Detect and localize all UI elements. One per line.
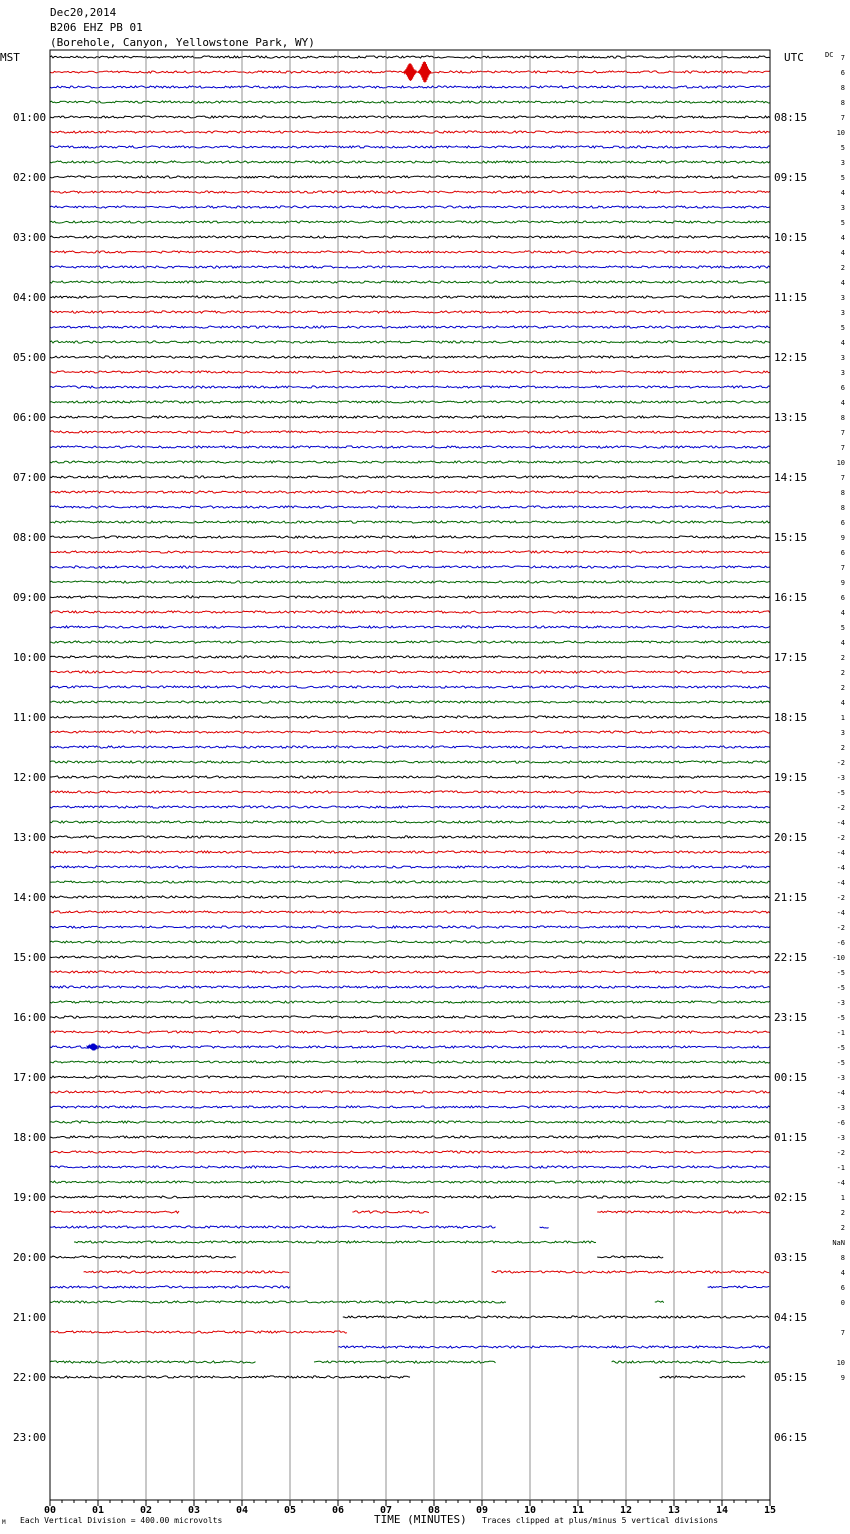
dc-offset-label: 3 [840, 204, 845, 212]
right-hour-label: 09:15 [774, 171, 808, 184]
trace-79-segment-0 [74, 1241, 596, 1243]
dc-offset-label: 8 [840, 1254, 845, 1262]
right-hour-label: 17:15 [774, 651, 808, 664]
trace-30-segment-0 [50, 506, 770, 508]
trace-87-segment-2 [612, 1361, 770, 1363]
trace-80-segment-0 [50, 1256, 236, 1258]
trace-3-segment-0 [50, 101, 770, 103]
trace-33-segment-0 [50, 551, 770, 553]
trace-64-segment-0 [50, 1016, 770, 1018]
right-hour-label: 03:15 [774, 1251, 808, 1264]
trace-66-segment-0 [50, 1046, 770, 1048]
dc-offset-label: 7 [840, 114, 845, 122]
x-tick-label: 08 [427, 1505, 441, 1516]
trace-82-segment-0 [50, 1286, 290, 1288]
left-hour-label: 13:00 [13, 831, 47, 844]
x-tick-label: 07 [379, 1505, 393, 1516]
trace-2-segment-0 [50, 86, 770, 88]
left-hour-label: 16:00 [13, 1011, 47, 1024]
dc-offset-label: 2 [840, 744, 845, 752]
trace-41-segment-0 [50, 671, 770, 673]
dc-offset-label: -10 [832, 954, 845, 962]
right-hour-label: 19:15 [774, 771, 808, 784]
left-hour-axis [13, 111, 46, 1444]
dc-offset-label: -5 [836, 789, 845, 797]
dc-offset-label: -2 [836, 804, 845, 812]
trace-78-segment-0 [50, 1226, 496, 1228]
dc-offset-label: 1 [840, 714, 845, 722]
header-station: B206 EHZ PB 01 [50, 21, 143, 34]
left-hour-label: 18:00 [13, 1131, 47, 1144]
dc-offset-column [832, 54, 845, 1382]
trace-5-segment-0 [50, 131, 770, 133]
trace-83-segment-0 [50, 1301, 506, 1303]
dc-offset-label: 6 [840, 594, 845, 602]
clip-note: Traces clipped at plus/minus 5 vertical divisions [482, 1516, 719, 1525]
trace-18-segment-0 [50, 326, 770, 328]
trace-85-segment-0 [50, 1331, 347, 1333]
dc-offset-label: 8 [840, 414, 845, 422]
plot-frame [50, 50, 770, 1500]
dc-offset-label: -4 [836, 909, 845, 917]
trace-6-segment-0 [50, 146, 770, 148]
trace-49-segment-0 [50, 791, 770, 793]
dc-offset-label: 7 [840, 429, 845, 437]
left-hour-label: 17:00 [13, 1071, 47, 1084]
trace-65-segment-0 [50, 1031, 770, 1033]
trace-26-segment-0 [50, 446, 770, 448]
trace-72-segment-0 [50, 1136, 770, 1138]
trace-34-segment-0 [50, 566, 770, 568]
left-timezone-label: MST [0, 51, 20, 64]
left-hour-label: 08:00 [13, 531, 47, 544]
dc-offset-label: -3 [836, 1104, 845, 1112]
header-location: (Borehole, Canyon, Yellowstone Park, WY) [50, 36, 315, 49]
dc-offset-label: -2 [836, 1149, 845, 1157]
left-hour-label: 21:00 [13, 1311, 47, 1324]
dc-offset-label: 4 [840, 249, 845, 257]
trace-69-segment-0 [50, 1091, 770, 1093]
dc-offset-label: 10 [836, 129, 845, 137]
dc-offset-label: NaN [832, 1239, 845, 1247]
dc-offset-label: 3 [840, 369, 845, 377]
trace-14-segment-0 [50, 266, 770, 268]
dc-offset-label: -3 [836, 1074, 845, 1082]
trace-51-segment-0 [50, 821, 770, 823]
event-marker-1 [418, 62, 431, 83]
dc-offset-label: 4 [840, 339, 845, 347]
event-marker-0 [404, 63, 417, 81]
dc-offset-label: -6 [836, 939, 845, 947]
right-hour-label: 23:15 [774, 1011, 808, 1024]
dc-offset-label: 7 [840, 564, 845, 572]
right-hour-label: 15:15 [774, 531, 808, 544]
trace-4-segment-0 [50, 116, 770, 118]
dc-offset-label: 4 [840, 234, 845, 242]
trace-63-segment-0 [50, 1001, 770, 1003]
trace-25-segment-0 [50, 431, 770, 433]
dc-offset-label: 4 [840, 189, 845, 197]
trace-42-segment-0 [50, 686, 770, 688]
trace-19-segment-0 [50, 341, 770, 343]
trace-47-segment-0 [50, 761, 770, 763]
trace-46-segment-0 [50, 746, 770, 748]
left-hour-label: 10:00 [13, 651, 47, 664]
dc-offset-label: 7 [840, 474, 845, 482]
trace-71-segment-0 [50, 1121, 770, 1123]
trace-12-segment-0 [50, 236, 770, 238]
trace-17-segment-0 [50, 311, 770, 313]
trace-20-segment-0 [50, 356, 770, 358]
left-hour-label: 09:00 [13, 591, 47, 604]
x-tick-label: 09 [475, 1505, 489, 1516]
x-tick-label: 12 [619, 1505, 633, 1516]
trace-80-segment-1 [597, 1256, 663, 1258]
trace-84-segment-0 [343, 1316, 769, 1318]
trace-31-segment-0 [50, 521, 770, 523]
right-hour-label: 22:15 [774, 951, 808, 964]
dc-offset-label: -5 [836, 1044, 845, 1052]
trace-24-segment-0 [50, 416, 770, 418]
dc-offset-label: -1 [836, 1029, 845, 1037]
dc-offset-label: -5 [836, 984, 845, 992]
trace-61-segment-0 [50, 971, 770, 973]
x-tick-label: 03 [187, 1505, 201, 1516]
trace-81-segment-0 [84, 1271, 290, 1273]
trace-86-segment-0 [338, 1346, 770, 1348]
dc-offset-label: 6 [840, 519, 845, 527]
left-hour-label: 04:00 [13, 291, 47, 304]
x-tick-label: 02 [139, 1505, 153, 1516]
dc-offset-label: 5 [840, 174, 845, 182]
trace-77-segment-1 [352, 1211, 429, 1213]
trace-75-segment-0 [50, 1181, 770, 1183]
right-hour-label: 12:15 [774, 351, 808, 364]
trace-87-segment-1 [314, 1361, 496, 1363]
left-hour-label: 05:00 [13, 351, 47, 364]
trace-68-segment-0 [50, 1076, 770, 1078]
right-hour-label: 21:15 [774, 891, 808, 904]
trace-29-segment-0 [50, 491, 770, 493]
dc-offset-label: -3 [836, 1134, 845, 1142]
dc-offset-label: 8 [840, 99, 845, 107]
trace-group [50, 56, 770, 1378]
trace-45-segment-0 [50, 731, 770, 733]
trace-50-segment-0 [50, 806, 770, 808]
trace-81-segment-1 [492, 1271, 769, 1273]
right-hour-label: 05:15 [774, 1371, 808, 1384]
trace-27-segment-0 [50, 461, 770, 463]
dc-offset-label: 4 [840, 399, 845, 407]
left-hour-label: 11:00 [13, 711, 47, 724]
trace-40-segment-0 [50, 656, 770, 658]
dc-offset-label: 4 [840, 609, 845, 617]
right-hour-label: 10:15 [774, 231, 808, 244]
dc-offset-label: -5 [836, 969, 845, 977]
x-tick-label: 01 [91, 1505, 105, 1516]
left-hour-label: 06:00 [13, 411, 47, 424]
dc-offset-label: -5 [836, 1059, 845, 1067]
x-tick-label: 05 [283, 1505, 297, 1516]
left-hour-label: 22:00 [13, 1371, 47, 1384]
dc-offset-label: 10 [836, 459, 845, 467]
dc-offset-label: 3 [840, 159, 845, 167]
dc-offset-label: -2 [836, 894, 845, 902]
trace-7-segment-0 [50, 161, 770, 163]
x-tick-label: 06 [331, 1505, 345, 1516]
x-tick-label: 11 [571, 1505, 585, 1516]
dc-offset-label: 5 [840, 144, 845, 152]
right-hour-label: 11:15 [774, 291, 808, 304]
trace-78-segment-1 [540, 1227, 549, 1228]
dc-offset-label: 6 [840, 69, 845, 77]
trace-60-segment-0 [50, 956, 770, 958]
right-hour-label: 20:15 [774, 831, 808, 844]
left-hour-label: 15:00 [13, 951, 47, 964]
trace-43-segment-0 [50, 701, 770, 703]
trace-55-segment-0 [50, 881, 770, 883]
left-hour-label: 02:00 [13, 171, 47, 184]
trace-23-segment-0 [50, 401, 770, 403]
left-hour-label: 07:00 [13, 471, 47, 484]
dc-offset-label: -4 [836, 1179, 845, 1187]
x-tick-label: 10 [523, 1505, 537, 1516]
x-tick-label: 15 [763, 1505, 777, 1516]
trace-10-segment-0 [50, 206, 770, 208]
trace-35-segment-0 [50, 581, 770, 583]
dc-offset-label: -2 [836, 759, 845, 767]
dc-offset-label: -3 [836, 999, 845, 1007]
dc-offset-label: 6 [840, 384, 845, 392]
left-hour-label: 14:00 [13, 891, 47, 904]
dc-offset-label: 2 [840, 684, 845, 692]
dc-offset-label: 4 [840, 279, 845, 287]
dc-offset-label: 9 [840, 579, 845, 587]
header-date: Dec20,2014 [50, 6, 117, 19]
x-tick-label: 00 [43, 1505, 57, 1516]
dc-offset-label: 8 [840, 504, 845, 512]
trace-59-segment-0 [50, 941, 770, 943]
trace-74-segment-0 [50, 1166, 770, 1168]
trace-54-segment-0 [50, 866, 770, 868]
trace-70-segment-0 [50, 1106, 770, 1108]
dc-offset-label: 10 [836, 1359, 845, 1367]
left-hour-label: 12:00 [13, 771, 47, 784]
trace-8-segment-0 [50, 176, 770, 178]
trace-0-segment-0 [50, 56, 770, 58]
dc-offset-label: 3 [840, 729, 845, 737]
left-hour-label: 01:00 [13, 111, 47, 124]
dc-offset-label: 5 [840, 624, 845, 632]
right-hour-label: 14:15 [774, 471, 808, 484]
trace-22-segment-0 [50, 386, 770, 388]
trace-88-segment-0 [50, 1376, 410, 1378]
trace-44-segment-0 [50, 716, 770, 718]
right-hour-axis [774, 111, 807, 1444]
trace-56-segment-0 [50, 896, 770, 898]
trace-16-segment-0 [50, 296, 770, 298]
trace-15-segment-0 [50, 281, 770, 283]
dc-offset-label: -4 [836, 849, 845, 857]
left-hour-label: 03:00 [13, 231, 47, 244]
trace-21-segment-0 [50, 371, 770, 373]
dc-offset-label: 1 [840, 1194, 845, 1202]
dc-offset-label: 6 [840, 1284, 845, 1292]
dc-offset-label: 9 [840, 1374, 845, 1382]
trace-73-segment-0 [50, 1151, 770, 1153]
dc-offset-label: -2 [836, 834, 845, 842]
right-hour-label: 13:15 [774, 411, 808, 424]
dc-offset-label: -2 [836, 924, 845, 932]
dc-offset-label: 4 [840, 639, 845, 647]
trace-48-segment-0 [50, 776, 770, 778]
dc-offset-label: -3 [836, 774, 845, 782]
dc-offset-label: 5 [840, 219, 845, 227]
dc-offset-label: 9 [840, 534, 845, 542]
dc-offset-label: 8 [840, 84, 845, 92]
dc-offset-label: 7 [840, 1329, 845, 1337]
trace-77-segment-2 [597, 1211, 770, 1213]
dc-offset-label: -4 [836, 1089, 845, 1097]
dc-offset-label: 8 [840, 489, 845, 497]
corner-mark: M [2, 1519, 6, 1526]
dc-offset-label: 2 [840, 669, 845, 677]
dc-offset-label: 7 [840, 444, 845, 452]
dc-offset-label: 4 [840, 1269, 845, 1277]
dc-offset-label: -5 [836, 1014, 845, 1022]
dc-offset-label: -4 [836, 819, 845, 827]
right-hour-label: 18:15 [774, 711, 808, 724]
trace-11-segment-0 [50, 221, 770, 223]
trace-82-segment-1 [708, 1286, 770, 1288]
scale-note: Each Vertical Division = 400.00 microvolts [20, 1516, 223, 1525]
right-hour-label: 01:15 [774, 1131, 808, 1144]
dc-offset-label: -4 [836, 879, 845, 887]
dc-offset-label: -4 [836, 864, 845, 872]
trace-76-segment-0 [50, 1196, 770, 1198]
trace-77-segment-0 [50, 1211, 179, 1213]
right-hour-label: 08:15 [774, 111, 808, 124]
x-tick-label: 04 [235, 1505, 249, 1516]
left-hour-label: 20:00 [13, 1251, 47, 1264]
dc-offset-label: 7 [840, 54, 845, 62]
dc-offset-label: 3 [840, 354, 845, 362]
trace-83-segment-1 [655, 1301, 664, 1303]
trace-13-segment-0 [50, 251, 770, 253]
trace-39-segment-0 [50, 641, 770, 643]
dc-offset-label: 0 [840, 1299, 845, 1307]
dc-offset-label: 2 [840, 1209, 845, 1217]
dc-offset-label: 2 [840, 264, 845, 272]
right-hour-label: 16:15 [774, 591, 808, 604]
right-hour-label: 04:15 [774, 1311, 808, 1324]
trace-52-segment-0 [50, 836, 770, 838]
dc-offset-label: 4 [840, 699, 845, 707]
left-hour-label: 19:00 [13, 1191, 47, 1204]
dc-offset-label: 2 [840, 1224, 845, 1232]
trace-37-segment-0 [50, 611, 770, 613]
dc-offset-label: 6 [840, 549, 845, 557]
right-timezone-label: UTC [784, 51, 804, 64]
left-hour-label: 23:00 [13, 1431, 47, 1444]
dc-offset-label: -1 [836, 1164, 845, 1172]
dc-offset-label: 3 [840, 309, 845, 317]
trace-62-segment-0 [50, 986, 770, 988]
trace-58-segment-0 [50, 926, 770, 928]
dc-offset-label: -6 [836, 1119, 845, 1127]
right-hour-label: 00:15 [774, 1071, 808, 1084]
right-hour-label: 02:15 [774, 1191, 808, 1204]
right-hour-label: 06:15 [774, 1431, 808, 1444]
minute-grid [50, 50, 770, 1500]
trace-36-segment-0 [50, 596, 770, 598]
dc-offset-label: 3 [840, 294, 845, 302]
trace-67-segment-0 [50, 1061, 770, 1063]
trace-87-segment-0 [50, 1361, 256, 1363]
trace-53-segment-0 [50, 851, 770, 853]
dc-offset-header: DC [825, 51, 834, 59]
dc-offset-label: 2 [840, 654, 845, 662]
trace-32-segment-0 [50, 536, 770, 538]
trace-38-segment-0 [50, 626, 770, 628]
dc-offset-label: 5 [840, 324, 845, 332]
trace-57-segment-0 [50, 911, 770, 913]
x-tick-label: 13 [667, 1505, 681, 1516]
trace-9-segment-0 [50, 191, 770, 193]
x-axis-label: TIME (MINUTES) [374, 1513, 467, 1526]
trace-28-segment-0 [50, 476, 770, 478]
trace-88-segment-1 [660, 1376, 746, 1378]
x-tick-label: 14 [715, 1505, 729, 1516]
